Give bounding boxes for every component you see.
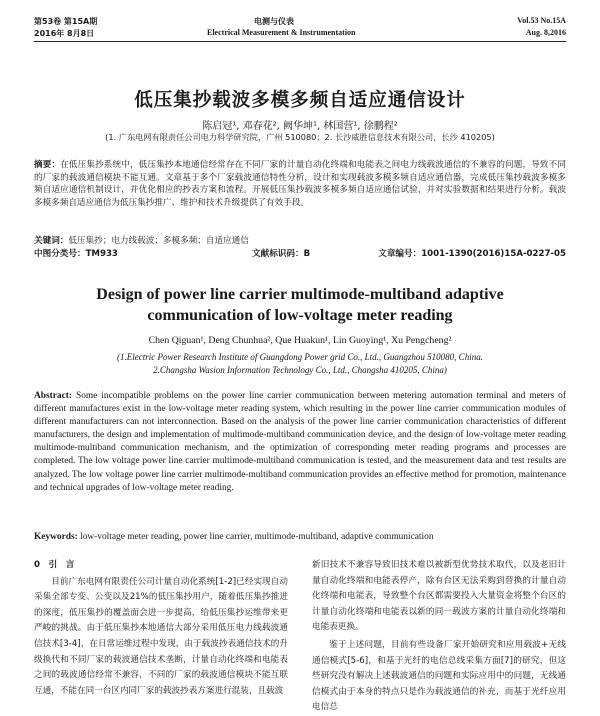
clc-number: 中图分类号：TM933 [34,249,118,259]
abstract-cn-text: 在低压集抄系统中，低压集抄本地通信经常存在不同厂家的计量自动化终端和电能表之间电力线载波通信的不兼容的问题，导致不同的厂家的载波通信模块不能互通。文章基于多个厂家载波通信特性分析，设计和实现载波多模多频自适应通信器，完成低压集抄载波多模多频自适应通信机制设计，并优化相应的抄表方案和流程。开展低压集抄载波多模多频自适应通信试验，并对实验数据和结果进行分析。载波多模多频自适应通信为低压集抄推广、维护和技术升级提供了有效手段。 [34,160,566,208]
header-volume-en: Vol.53 No.15A [517,16,566,25]
keywords-en-text: low-voltage meter reading, power line carrier, multimode-multiband, adaptive communication [80,532,434,542]
body-paragraph-1: 目前广东电网有限责任公司计量自动化系统[1-2]已经实现自动采集全部专变、公变以及21%的低压集抄用户，随着低压集抄推进的深度，低压集抄的覆盖面会进一步提高，给低压集抄运维带来更严峻的挑战。由于低压集抄本地通信大部分采用低压电力线载波通信技术[3-4]，在日常运维过程中发现，由于载波抄表通信技术的升级换代和不同厂家的载波通信技术垄断，计量自动化终端和电能表之间的载波通信经常不兼容，不同的厂家的载波通信模块不能互联互通，不能在同一台区内同厂家的载波抄表方案进行混装，且载波 [34,576,288,696]
keywords-cn-label: 关键词： [34,236,69,246]
header-date: 2016年 8月8日 [34,29,95,38]
authors-cn: 陈启冠¹, 邓春花², 阙华坤¹, 林国营¹, 徐鹏程² [202,121,398,132]
body-column-left [34,558,288,699]
authors-en: Chen Qiguan¹, Deng Chunhua², Que Huakun¹, Lin Guoying¹, Xu Pengcheng² [148,335,452,346]
paper-title-en-line1: Design of power line carrier multimode-multiband adaptive [96,286,504,303]
header-volume: 第53卷 第15A期 [34,17,98,26]
document-code: 文献标识码：B [252,249,311,259]
section-heading-introduction: 0 引 言 [34,560,75,570]
article-number: 文章编号：1001-1390(2016)15A-0227-05 [378,249,566,259]
affiliation-en-1: (1.Electric Power Research Institute of Guangdong Power grid Co., Ltd., Guangzhou 510080, China. [117,352,483,362]
keywords-cn [34,234,566,246]
keywords-en-label: Keywords: [34,532,78,542]
affiliation-en-2: 2.Changsha Wasion Information Technology Co., Ltd., Changsha 410205, China) [153,365,447,375]
paper-title-en [0,284,600,326]
paper-title-en-line2: communication of low-voltage meter reading [147,307,453,324]
affiliations-en [0,351,600,377]
body-column-right [312,558,566,716]
abstract-en-label: Abstract: [34,391,73,401]
header-rule [34,41,566,42]
affiliations-cn: (1. 广东电网有限责任公司电力科学研究院，广州 510080；2. 长沙威胜信息技术有限公司，长沙 410205) [105,132,495,142]
paper-title-cn: 低压集抄载波多模多频自适应通信设计 [134,90,466,111]
header-journal-cn: 电测与仪表 [254,17,294,26]
abstract-en [34,390,566,495]
body-paragraph-2: 新旧技术不兼容导致旧技术难以被新型优势技术取代，以及老旧计量自动化终端和电能表停产，除有台区无法采购到替换的计量自动化终端和电能表，导致整个台区都需要投入大量资金将整个台区的计量自动化终端和电能表以新的同一载波方案的计量自动化终端和电能表更换。 [312,560,566,633]
keywords-en [34,532,566,542]
keywords-cn-text: 低压集抄；电力线载波；多模多频；自适应通信 [68,236,249,246]
abstract-cn-label: 摘要： [34,160,61,170]
header-date-en: Aug. 8,2016 [525,28,566,37]
abstract-en-text: Some incompatible problems on the power line carrier communication between metering automation terminal and meters of different manufactures exist in the low-voltage meter reading system, which resulting in the power line carrier communication modules of different manufacturers can not interconnection. Based on the analysis of the power line carrier communication characteristics of different manufacturers, the design and implementation of multimode-multiband communication device, and the design of low-voltage meter reading multimode-multiband communication mechanism, and the optimization of corresponding meter reading programs and processes are completed. The low voltage power line carrier multimode-multiband communication is tested, and the measurement data and test results are analyzed. The low voltage power line carrier multimode-multiband communication provides an effective method for promotion, maintenance and technical upgrades of low-voltage meter reading. [34,391,566,493]
body-paragraph-3: 鉴于上述问题，目前有些设备厂家开始研究和应用载波+无线通信模式[5-6]，和基于光纤的电信总线采集方面[7]的研究，但这些研究没有解决上述载波通信的问题和实际应用中的问题，无线通信模式由于本身的特点只是作为载波通信的补充，而基于光纤应用电信总 [312,639,566,713]
header-journal-en: Electrical Measurement & Instrumentation [207,28,356,37]
abstract-cn [34,159,566,209]
